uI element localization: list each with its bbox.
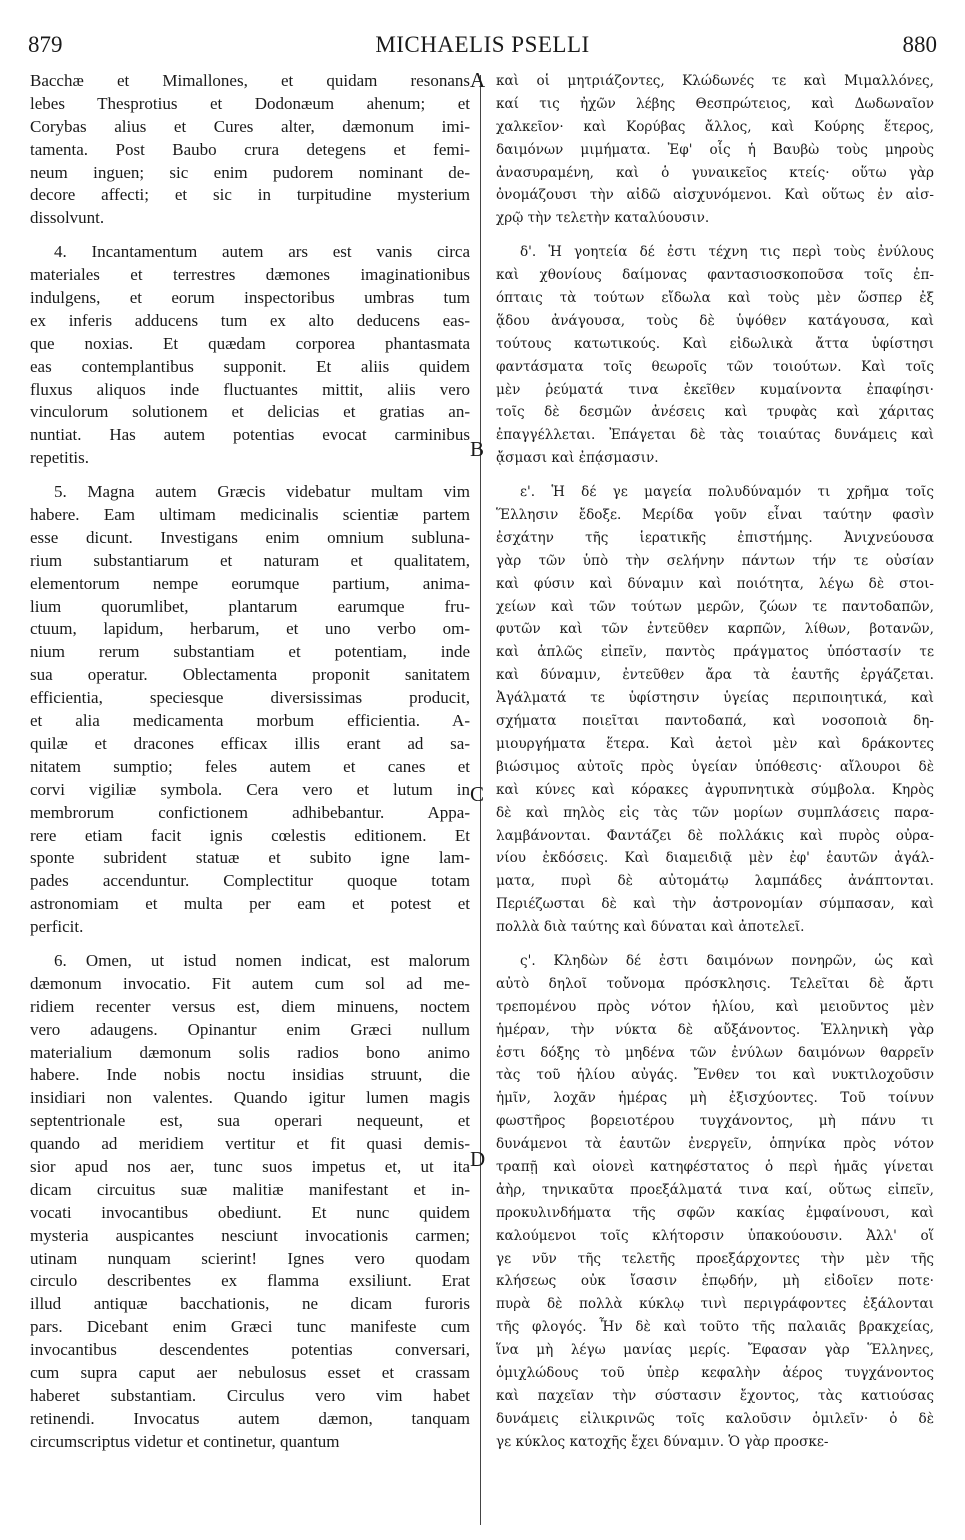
greek-text-line: Ἀγάλματά τε ὑφίστησιν ὑγείας περιποιητικά, καὶ	[496, 690, 934, 707]
greek-paragraph	[496, 950, 934, 1454]
greek-text-line: δυνάμενοι τὰ ἑαυτῶν ἐνεργεῖν, ὁπηνίκα πρὸς νότον	[496, 1136, 934, 1153]
latin-text-line: pades accenduntur. Complectitur quoque totam	[30, 871, 470, 891]
section-marker-c: C	[470, 782, 485, 806]
greek-text-line: ὀνομάζουσι τὴν αἰδῶ αἰσχυνόμενοι. Καὶ οὕτως ἐν αἰσ-	[496, 187, 934, 204]
greek-text-line: καὶ οἱ μητριάζοντες, Κλώδωνές τε καὶ Μιμαλλόνες,	[496, 73, 934, 89]
greek-text-line: ἐστι δόξης τὸ μηδένα τῶν ἐνύλων δαιμόνων θαρρεῖν	[496, 1044, 934, 1061]
section-marker-d: D	[470, 1147, 486, 1171]
greek-text-line: καὶ χθονίους δαίμονας φαντασιοσκοποῦσα τοῖς ἐπ-	[496, 267, 934, 284]
greek-text-line: ἀὴρ, τηνικαῦτα προεξάλματά τινα καί, οὕτως εἰπεῖν,	[496, 1181, 934, 1198]
latin-paragraph	[30, 950, 470, 1454]
latin-text-line: tamenta. Post Baubo crura detegens et femi-	[30, 139, 470, 159]
greek-text-line: πυρὰ δὲ πολλὰ κύκλῳ τινὶ περιγράφοντες ἐξάλονται	[496, 1296, 934, 1313]
latin-text-line: et alia medicamenta morbum efficientia. A-	[30, 711, 470, 731]
latin-text-line: Bacchæ et Mimallones, et quidam resonans	[30, 71, 470, 90]
latin-text-line: nitatem sumptio; feles autem et canes et	[30, 756, 470, 776]
latin-text-line: mysteria auspicantes nesciunt invocationis carmen;	[30, 1225, 470, 1245]
greek-text-line: κλήσεως οὐκ ἴσασιν ἐπῳδήν, μὴ εἰδοῖεν ποτε·	[496, 1273, 934, 1290]
greek-text-line: φυτῶν καὶ τῶν ἐντεῦθεν καρπῶν, λίθων, βοτανῶν,	[496, 621, 934, 638]
greek-text-line: Περιέζωσται δὲ καὶ τὴν ἀστρονομίαν σύμπασαν, καὶ	[496, 896, 934, 913]
greek-text-line: πολλὰ διὰ ταύτης καὶ δύναται καὶ ἀποτελεῖ.	[496, 919, 805, 936]
greek-text-line: μὲν ῥεύματά τινα ἐκεῖθεν κυμαίνοντα ἐπαφίησι·	[496, 381, 934, 398]
latin-text-line: insidiari non valentes. Quando igitur lumen magis	[30, 1088, 470, 1108]
latin-text-line: Corybas alius et Cures alter, dæmonum imi-	[30, 116, 470, 136]
latin-text-line: indulgens, et eorum inspectoribus umbras tum	[30, 288, 470, 308]
latin-text-line: utinam nunquam scierint! Ignes vero quodam	[30, 1248, 470, 1268]
latin-text-line: circumscriptus videtur et continetur, quantum	[30, 1431, 340, 1451]
latin-text-line: 6. Omen, ut istud nomen indicat, est malorum	[54, 950, 470, 970]
greek-text-line: τούτους κατωτικούς. Καὶ εἰδωλικὰ ἄττα ὑφίστησι	[496, 335, 934, 352]
latin-text-line: habere. Inde nobis noctu insidias struunt, die	[30, 1065, 470, 1085]
greek-text-line: τραπῇ καὶ οἱονεὶ κατηφέστατος ὁ περὶ ἡμᾶς γίνεται	[496, 1158, 934, 1175]
section-marker-a: A	[470, 68, 486, 92]
greek-text-line: ἀνασυραμένη, καὶ ὁ γυναικεῖος κτείς· οὕτω γὰρ	[496, 164, 934, 181]
running-title: MICHAELIS PSELLI	[375, 32, 590, 57]
greek-text-line: καλούμενοι τοῖς κλήτορσιν ὑπακούουσιν. Ἀλλ' οἵ	[496, 1227, 934, 1244]
greek-text-line: καί τις ἠχῶν λέβης Θεσπρώτειος, καὶ Δωδωναῖον	[496, 95, 934, 112]
latin-text-line: decore affecti; et sic in turpitudine mysterium	[30, 185, 470, 205]
greek-text-line: τοῖς δὲ δεσμῶν ἀνέσεις καὶ τρυφὰς καὶ χάριτας	[496, 404, 934, 421]
latin-text-line: materiales et terrestres dæmones imaginationibus	[30, 265, 470, 285]
latin-text-line: eas contemplantibus supponit. Et aliis quidem	[30, 356, 470, 376]
latin-text-line: corvi vigiliæ symbola. Cera vero et lutum in	[30, 779, 470, 799]
greek-text-line: φαντάσματα τοῖς θεωροῖς τῶν τοιούτων. Καὶ τοῖς	[496, 358, 934, 375]
greek-text-line: ματα, πυρὶ δὲ αὐτομάτῳ λαμπάδες ἀνάπτονται.	[496, 873, 934, 890]
latin-text-line: que noxias. Et quædam corporea phantasmata	[30, 333, 470, 353]
section-marker-b: B	[470, 437, 485, 461]
greek-text-line: καὶ ἁπλῶς εἰπεῖν, παντὸς πράγματος ὑπόστασίν τε	[496, 644, 934, 661]
latin-text-line: membrorum confictionem adhibebantur. Appa-	[30, 802, 470, 822]
greek-text-line: αὐτὸ δηλοῖ τοὔνομα πρόσκλησις. Τελεῖται δὲ ἄρτι	[496, 975, 934, 992]
greek-text-line: ᾄσμασι καὶ ἐπᾴσμασιν.	[496, 450, 659, 467]
greek-text-line: δαιμόνων μιμήματα. Ἐφ' οἷς ἡ Βαυβὼ τοὺς μηροὺς	[496, 141, 934, 158]
latin-text-line: sponte subrident statuæ et subito igne lam-	[30, 848, 470, 868]
page-header	[28, 32, 937, 62]
latin-text-line: ridiem recenter versus est, diem minuens, noctem	[30, 996, 470, 1016]
latin-text-line: astronomiam et multa per eam et potest et	[30, 894, 470, 914]
latin-text-line: dicam circuitus suæ malitiæ manifestant et in-	[30, 1179, 470, 1199]
latin-text-line: quando ad meridiem vertitur et fit quasi demis-	[30, 1134, 470, 1154]
latin-text-line: vocati invocantibus obediunt. Et nunc quidem	[30, 1202, 470, 1222]
greek-text-line: χρῷ τὴν τελετὴν καταλύουσιν.	[496, 210, 710, 227]
latin-text-line: dissolvunt.	[30, 208, 105, 228]
latin-text-line: invocantibus descendentes potentias conversari,	[30, 1340, 470, 1360]
latin-text-line: dæmonum invocatio. Fit autem cum sol ad me-	[30, 973, 470, 993]
latin-text-line: efficientia, speciesque diversissimas producit,	[30, 688, 470, 708]
latin-text-line: rium substantiarum et naturam et qualitatem,	[30, 550, 470, 570]
latin-text-line: haberet substantiam. Circulus vero vim habet	[30, 1385, 470, 1405]
latin-paragraph	[30, 481, 470, 939]
latin-text-line: neum inguen; sic enim pudorem nominant de-	[30, 162, 470, 182]
greek-column	[496, 70, 934, 1454]
greek-text-line: σχήματα ποιεῖται παντοδαπά, καὶ νοσοποιὰ δη-	[496, 713, 934, 730]
greek-text-line: μιουργήματα ἕτερα. Καὶ ἀετοὶ μὲν καὶ δράκοντες	[496, 735, 934, 752]
latin-paragraph	[30, 241, 470, 470]
latin-text-line: circulo describentes ex flamma exsiliunt. Erat	[30, 1271, 470, 1291]
greek-text-line: λαμβάνονται. Φαντάζει δὲ πολλάκις καὶ πυρὸς οὐρα-	[496, 827, 934, 844]
latin-text-line: elementorum nempe eorumque partium, anima-	[30, 573, 470, 593]
greek-paragraph	[496, 481, 934, 939]
greek-text-line: ε'. Ἡ δέ γε μαγεία πολυδύναμόν τι χρῆμα τοῖς	[520, 484, 934, 501]
greek-text-line: χαλκεῖον· καὶ Κορύβας ἄλλος, καὶ Κούρης ἕτερος,	[496, 118, 934, 135]
greek-text-line: δυνάμεις εἰλικρινῶς τοῖς καλοῦσιν ὁμιλεῖν· ὁ δὲ	[496, 1410, 934, 1427]
latin-text-line: rere etiam facit ignis cœlestis editionem. Et	[30, 825, 470, 845]
greek-text-line: Ἕλλησιν ἔδοξε. Μερίδα γοῦν εἶναι ταύτην φασὶν	[496, 507, 934, 524]
greek-text-line: ἵνα μὴ λέγω μανίας μερίς. Ἔφασαν γὰρ Ἕλληνες,	[496, 1342, 934, 1359]
latin-text-line: nium rerum substantiam et potentiam, inde	[30, 642, 470, 662]
greek-text-line: τρεπομένου πρὸς νότον ἡλίου, καὶ μειοῦντος μὲν	[496, 998, 934, 1015]
greek-text-line: βιώσιμος αὐτοῖς πρὸς ὑγείαν ὑπόθεσις· αἴλουροι δὲ	[496, 758, 934, 775]
greek-text-line: γὰρ τῶν ὑπὸ τὴν σελήνην πάντων τήν τε οὐσίαν	[496, 552, 934, 569]
latin-text-line: perficit.	[30, 917, 84, 937]
greek-text-line: όπταις τὰ τούτων εἴδωλα καὶ τοὺς μὲν ὥσπερ ἐξ	[496, 290, 934, 307]
greek-text-line: ἐπαγγέλλεται. Ἐπάγεται δὲ τὰς τοιαύτας δυνάμεις καὶ	[496, 427, 934, 444]
greek-text-line: ἡμῖν, λοχᾶν ἡμέρας μὴ ἐξισχύοντες. Τοῦ τοίνυν	[496, 1090, 934, 1107]
latin-text-line: illud antiquæ bacchationis, ne dicam furoris	[30, 1294, 470, 1314]
greek-text-line: φωστῆρος βορειοτέρου τυγχάνοντος, μὴ πάνυ τι	[496, 1113, 934, 1130]
greek-text-line: καὶ παχεῖαν τὴν σύστασιν ἔχοντος, τὰς κατιούσας	[496, 1387, 934, 1404]
greek-text-line: ᾅδου ἀνάγουσα, τοὺς δὲ ὑψόθεν κατάγουσα, καὶ	[496, 312, 934, 329]
latin-text-line: vero adaugens. Opinantur enim Græci nullum	[30, 1019, 470, 1039]
latin-text-line: pars. Dicebant enim Græci tunc manifeste cum	[30, 1317, 470, 1337]
latin-text-line: 5. Magna autem Græcis videbatur multam vim	[54, 482, 470, 502]
latin-text-line: lebes Thesprotius et Dodonæum ahenum; et	[30, 93, 470, 113]
greek-text-line: χείων καὶ τῶν τούτων μερῶν, ζώων τε παντοδαπῶν,	[496, 598, 934, 615]
latin-text-line: septentrionale est, sua operari nequeunt, et	[30, 1111, 470, 1131]
latin-text-line: materialium dæmonum solis radios bono animo	[30, 1042, 470, 1062]
page-number-left: 879	[28, 32, 63, 57]
latin-text-line: esse dicunt. Investigans enim omnium subluna-	[30, 527, 470, 547]
latin-text-line: vinculorum solutionem et delicias et gratias an-	[30, 402, 470, 422]
greek-text-line: γε νῦν τῆς τελετῆς προεξάρχοντες τὴν μὲν τῆς	[496, 1250, 934, 1267]
latin-text-line: habere. Eam ultimam medicinalis scientiæ partem	[30, 505, 470, 525]
latin-column	[30, 70, 470, 1454]
greek-text-line: τῆς φλογός. Ἦν δὲ καὶ τοῦτο τῆς παλαιᾶς βρακχείας,	[496, 1319, 934, 1336]
greek-text-line: καὶ φύσιν καὶ δύναμιν καὶ ποιότητα, λέγω δὲ στοι-	[496, 575, 934, 592]
latin-text-line: quilæ et dracones efficax illis erant ad sa-	[30, 733, 470, 753]
greek-paragraph	[496, 70, 934, 230]
latin-text-line: nuntiat. Has autem potentias evocat carminibus	[30, 425, 470, 445]
latin-text-line: retinendi. Invocatus autem dæmon, tanquam	[30, 1408, 470, 1428]
latin-text-line: fluxus aliquos inde fluctuantes mittit, aliis vero	[30, 379, 470, 399]
greek-paragraph	[496, 241, 934, 470]
latin-text-line: sior apud nos aer, tunc suos impetus et, ut ita	[30, 1156, 470, 1176]
latin-text-line: repetitis.	[30, 448, 90, 468]
greek-text-line: προκυλινδήματα τῆς σφῶν κακίας ἐμφαίνουσι, καὶ	[496, 1204, 934, 1221]
latin-text-line: lium quorumlibet, plantarum earumque fru-	[30, 596, 470, 616]
greek-text-line: ἐσχάτην τῆς ἱερατικῆς ἐπιστήμης. Ἀνιχνεύουσα	[496, 529, 934, 546]
greek-text-line: δ'. Ἡ γοητεία δέ ἐστι τέχνη τις περὶ τοὺς ἐνύλους	[520, 244, 934, 261]
page-number-right: 880	[902, 32, 937, 57]
greek-text-line: νίου ἐκδόσεις. Καὶ διαμειδιᾷ μὲν ἐφ' ἑαυτῶν ἀγάλ-	[496, 850, 934, 867]
latin-text-line: ctuum, lapidum, herbarum, et uno verbo om-	[30, 619, 470, 639]
greek-text-line: τὰς τοῦ ἡλίου αὐγάς. Ἔνθεν τοι καὶ νυκτιλοχοῦσιν	[496, 1067, 934, 1084]
greek-text-line: δὲ καὶ πηλὸς εἰς τὰς τῶν μορίων συμπλάσεις παρα-	[496, 804, 934, 821]
latin-text-line: 4. Incantamentum autem ars est vanis circa	[54, 242, 470, 262]
greek-text-line: ὁμιχλώδους τοῦ ὑπὲρ κεφαλὴν ἀέρος τυγχάνοντος	[496, 1364, 934, 1381]
latin-text-line: sua operatur. Oblectamenta proponit sanitatem	[30, 665, 470, 685]
greek-text-line: ἡμέραν, τὴν νύκτα δὲ αὔξάνοντος. Ἑλληνικὴ γὰρ	[496, 1021, 934, 1038]
greek-text-line: καὶ κύνες καὶ κόρακες ἀγρυπνητικὰ σύμβολα. Κηρὸς	[496, 781, 934, 798]
latin-paragraph	[30, 70, 470, 230]
greek-text-line: καὶ δύναμιν, ἐντεῦθεν ἄρα τὰ ἑαυτῆς ἐργάζεται.	[496, 667, 934, 684]
latin-text-line: ex inferis adducens tum ex alto deducens eas-	[30, 310, 470, 330]
greek-text-line: ς'. Κληδὼν δέ ἐστι δαιμόνων πονηρῶν, ὡς καὶ	[520, 952, 934, 969]
greek-text-line: γε κύκλος κατοχῆς ἔχει δύναμιν. Ὁ γὰρ προσκε-	[496, 1433, 829, 1450]
latin-text-line: cum supra caput aer nebulosus esset et crassam	[30, 1362, 470, 1382]
